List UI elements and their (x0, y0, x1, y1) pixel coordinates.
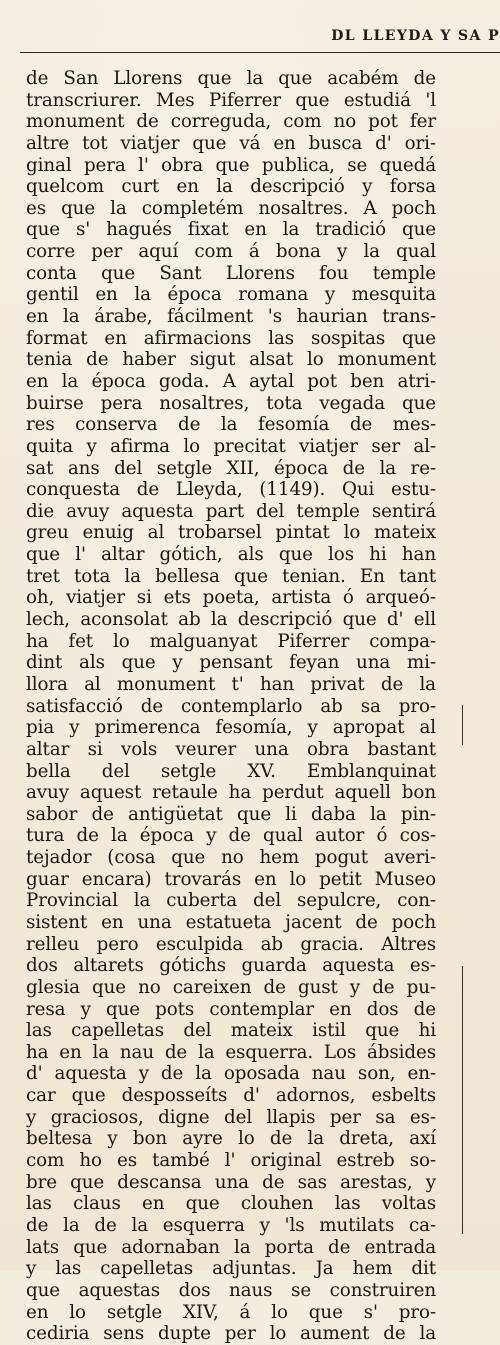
text-line: monument de correguda, com no pot fer (26, 111, 436, 133)
text-line: buirse pera nosaltres, tota vegada que (26, 392, 436, 414)
text-line: de San Llorens que la que acabém de (26, 68, 436, 89)
text-line: pia y primerenca fesomía, y apropat al (26, 717, 436, 739)
text-line: greu enuig al trobarsel pintat lo mateix (26, 522, 436, 544)
text-line: res conserva de la fesomía de mes- (26, 414, 436, 436)
text-line: transcriurer. Mes Piferrer que estudiá 'l (26, 89, 436, 111)
text-line: Provincial la cuberta del sepulcre, con- (26, 890, 436, 912)
text-line: oh, viatjer si ets poeta, artista ó arqueó- (26, 587, 436, 609)
text-line: ginal pera l' obra que publica, se quedá (26, 154, 436, 176)
margin-rule (462, 705, 463, 745)
text-line: tret tota la bellesa que tenian. En tant (26, 565, 436, 587)
text-line: ha fet lo malguanyat Piferrer compa- (26, 630, 436, 652)
text-line: en la época goda. A aytal pot ben atri- (26, 370, 436, 392)
text-line: corre per aquí com á bona y la qual (26, 241, 436, 263)
text-line: avuy aquest retaule ha perdut aquell bon (26, 782, 436, 804)
text-line: llora al monument t' han privat de la (26, 673, 436, 695)
text-line: altre tot viatjer que vá en busca d' ori- (26, 132, 436, 154)
text-line: sat ans del setgle XII, época de la re- (26, 457, 436, 479)
text-line: altar si vols veurer una obra bastant (26, 738, 436, 760)
text-line: lats que adornaban la porta de entrada (26, 1236, 436, 1258)
text-line: satisfacció de contemplarlo ab sa pro- (26, 695, 436, 717)
text-line: car que desposseíts d' adornos, esbelts (26, 1085, 436, 1107)
text-line: quita y afirma lo precitat viatjer ser al- (26, 435, 436, 457)
text-line: ha en la nau de la esquerra. Los ábsides (26, 1041, 436, 1063)
text-line: dint als que y pensant feyan una mi- (26, 652, 436, 674)
text-line: cediria sens dupte per lo aument de la (26, 1323, 436, 1345)
text-line: d' aquesta y de la oposada nau son, en- (26, 1063, 436, 1085)
header-rule (20, 52, 500, 53)
text-line: resa y que pots contemplar en dos de (26, 998, 436, 1020)
text-line: format en afirmacions las sospitas que (26, 327, 436, 349)
text-line: sabor de antigüetat que li daba la pin- (26, 803, 436, 825)
text-line: relleu pero esculpida ab gracia. Altres (26, 933, 436, 955)
text-line: y graciosos, digne del llapis per sa es- (26, 1106, 436, 1128)
text-line: guar encara) trovarás en lo petit Museo (26, 868, 436, 890)
body-text-column (26, 68, 436, 1345)
text-line: beltesa y bon ayre lo de la dreta, axí (26, 1128, 436, 1150)
text-line: que s' hagués fixat en la tradició que (26, 219, 436, 241)
text-line: bella del setgle XV. Emblanquinat (26, 760, 436, 782)
text-line: dos altarets gótichs guarda aquesta es- (26, 955, 436, 977)
text-line: gentil en la época romana y mesquita (26, 284, 436, 306)
text-line: bre que descansa una de sas arestas, y (26, 1171, 436, 1193)
text-line: conquesta de Lleyda, (1149). Qui estu- (26, 479, 436, 501)
text-line: las capelletas del mateix istil que hi (26, 1020, 436, 1042)
text-line: tenia de haber sigut alsat lo monument (26, 349, 436, 371)
text-line: las claus en que clouhen las voltas (26, 1193, 436, 1215)
text-line: en la árabe, fácilment 's haurian trans- (26, 306, 436, 328)
text-line: tejador (cosa que no hem pogut averi- (26, 847, 436, 869)
text-line: que aquestas dos naus se construiren (26, 1279, 436, 1301)
text-line: es que la completém nosaltres. A poch (26, 197, 436, 219)
text-line: die avuy aquesta part del temple sentirá (26, 500, 436, 522)
text-line: en lo setgle XIV, á lo que s' pro- (26, 1301, 436, 1323)
text-line: que l' altar gótich, als que los hi han (26, 544, 436, 566)
text-line: tura de la época y de qual autor ó cos- (26, 825, 436, 847)
text-line: conta que Sant Llorens fou temple (26, 262, 436, 284)
text-line: quelcom curt en la descripció y forsa (26, 176, 436, 198)
text-line: glesia que no careixen de gust y de pu- (26, 976, 436, 998)
text-line: lech, aconsolat ab la descripció que d' ell (26, 609, 436, 631)
running-head: DL LLEYDA Y SA P (331, 28, 500, 44)
text-line: sistent en una estatueta jacent de poch (26, 911, 436, 933)
margin-rule (462, 966, 463, 1234)
text-line: y las capelletas adjuntas. Ja hem dit (26, 1258, 436, 1280)
text-line: com ho es també l' original estreb so- (26, 1150, 436, 1172)
text-line: de la de la esquerra y 'ls mutilats ca- (26, 1214, 436, 1236)
